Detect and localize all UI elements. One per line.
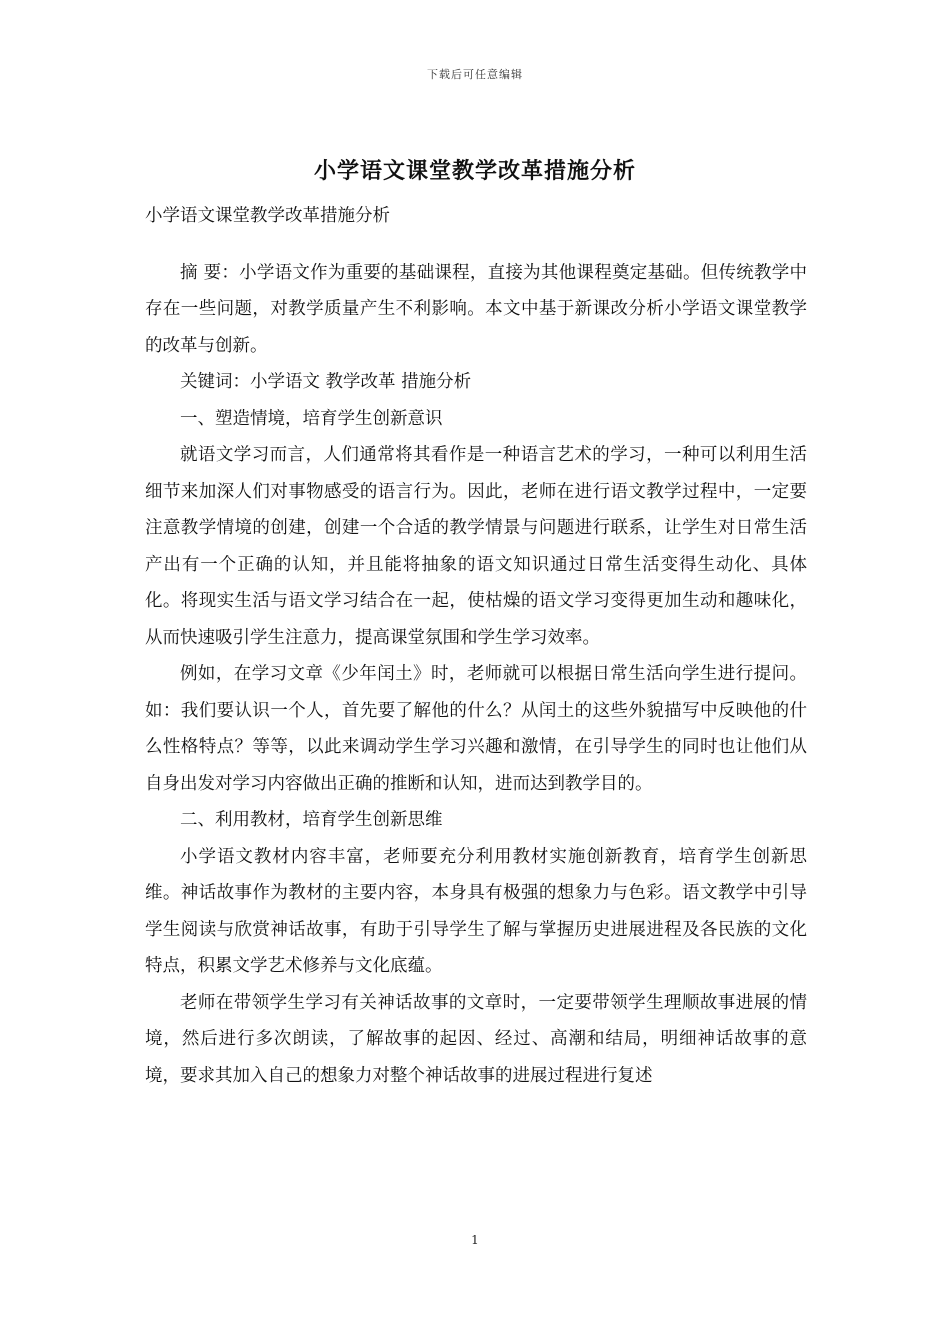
document-title: 小学语文课堂教学改革措施分析: [313, 158, 636, 184]
body-paragraph: 小学语文教材内容丰富，老师要充分利用教材实施创新教育，培育学生创新思维。神话故事作为教材的主要内容，本身具有极强的想象力与色彩。语文教学中引导学生阅读与欣赏神话故事，有助于引导学生了解与掌握历史进展进程及各民族的文化特点，积累文学艺术修养与文化底蕴。: [145, 846, 807, 976]
document-subtitle: 小学语文课堂教学改革措施分析: [145, 206, 390, 226]
page-number: 1: [471, 1233, 479, 1247]
keywords-line: 关键词：小学语文 教学改革 措施分析: [180, 372, 472, 392]
body-paragraph: 老师在带领学生学习有关神话故事的文章时，一定要带领学生理顺故事进展的情境，然后进行多次朗读，了解故事的起因、经过、高潮和结局，明细神话故事的意境，要求其加入自己的想象力对整个神话故事的进展过程进行复述: [145, 992, 807, 1086]
body-paragraph: 就语文学习而言，人们通常将其看作是一种语言艺术的学习，一种可以利用生活细节来加深人们对事物感受的语言行为。因此，老师在进行语文教学过程中，一定要注意教学情境的创建，创建一个合适的教学情景与问题进行联系，让学生对日常生活产出有一个正确的认知，并且能将抽象的语文知识通过日常生活变得生动化、具体化。将现实生活与语文学习结合在一起，使枯燥的语文学习变得更加生动和趣味化，从而快速吸引学生注意力，提高课堂氛围和学生学习效率。: [145, 445, 807, 648]
section-heading-2: 二、利用教材，培育学生创新思维: [180, 810, 443, 830]
section-heading-1: 一、塑造情境，培育学生创新意识: [180, 408, 443, 429]
abstract-paragraph: 摘 要：小学语文作为重要的基础课程，直接为其他课程奠定基础。但传统教学中存在一些问题，对教学质量产生不利影响。本文中基于新课改分析小学语文课堂教学的改革与创新。: [145, 262, 807, 356]
document-body: [145, 198, 807, 1094]
header-note: 下载后可任意编辑: [427, 68, 523, 81]
body-paragraph: 例如，在学习文章《少年闰土》时，老师就可以根据日常生活向学生进行提问。如：我们要认识一个人，首先要了解他的什么？从闰土的这些外貌描写中反映他的什么性格特点？等等，以此来调动学生学习兴趣和激情，在引导学生的同时也让他们从自身出发对学习内容做出正确的推断和认知，进而达到教学目的。: [145, 664, 807, 794]
